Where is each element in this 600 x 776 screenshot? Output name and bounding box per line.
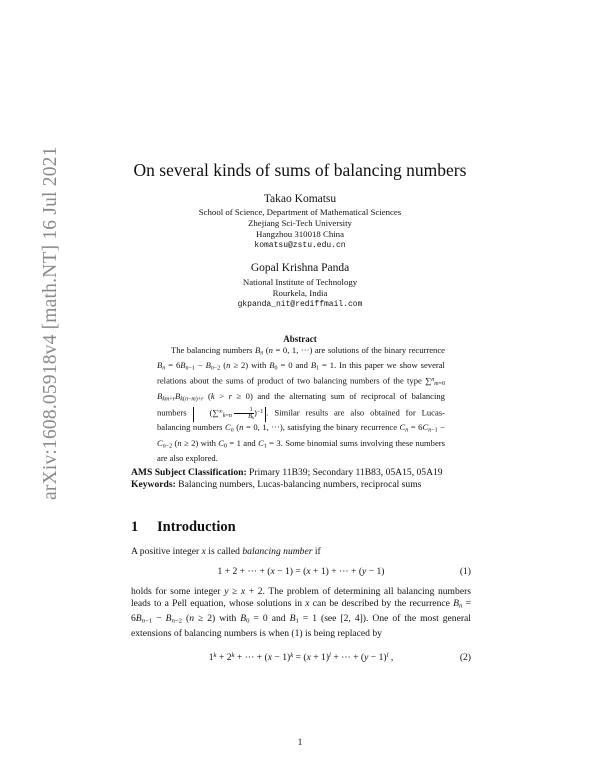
ams-classification: AMS Subject Classification: Primary 11B39; Secondary 11B83, 05A15, 05A19 <box>131 467 443 478</box>
abstract-body: The balancing numbers $B_n$ (n = 0, 1, ···) are solutions of the binary recurrence $B_n = 6B_{n-1} - B_{n-2}$ (n ≥ 2) with $B_0 = 0$ and $B_1 = 1$. In this paper we show several relations about the sums of product of two balancing numbers of the type ∑$^n_{m=0}$ $B_{km+r}B_{k(n-m)+r}$ (k > r ≥ 0) and the alternating sum of reciprocal of balancing numbers ($\sum^\infty_{k=n}$ $\frac{1}{B_k}$ )$^{-1}$ . Similar results are also obtained for Lucas-balancing numbers $C_n$ (n = 0, 1, ···), satisfying the binary recurrence $C_n = 6C_{n-1} - C_{n-2}$ (n ≥ 2) with $C_0 = 1$ and $C_1 = 3$. Some binomial sums involving these numbers are also explored. <box>157 345 445 463</box>
section-title: Introduction <box>157 519 236 535</box>
equation-tag: (2) <box>459 652 471 663</box>
page-number: 1 <box>297 738 303 748</box>
intro-paragraph: A positive integer x is called balancing number if <box>131 546 321 557</box>
intro-paragraph: holds for some integer y ≥ x + 2. The problem of determining all balancing numbers leads to a Pell equation, whose solutions in x can be described by the recurrence $B_n = 6B_{n-1} - B_{n-2}$ (n ≥ 2) with $B_0 = 0$ and $B_1 = 1$ (see [2, 4]). One of the most general extensions of balancing numbers is when (1) is being replaced by <box>131 586 472 640</box>
affiliation-line: Rourkela, India <box>272 288 328 298</box>
author-name: Takao Komatsu <box>263 193 337 205</box>
affiliation-line: Hangzhou 310018 China <box>256 229 344 239</box>
author-name: Gopal Krishna Panda <box>250 262 350 274</box>
affiliation-line: School of Science, Department of Mathematical Sciences <box>198 207 402 217</box>
author-email[interactable]: komatsu@zstu.edu.cn <box>254 241 346 250</box>
section-number: 1 <box>131 519 139 535</box>
affiliation-line: National Institute of Technology <box>242 277 358 287</box>
keywords: Keywords: Balancing numbers, Lucas-balancing numbers, reciprocal sums <box>131 479 422 491</box>
author-email[interactable]: gkpanda_nit@rediffmail.com <box>237 300 363 309</box>
equation-tag: (1) <box>459 566 471 577</box>
classification-block <box>131 467 471 492</box>
paper-title: On several kinds of sums of balancing numbers <box>133 160 467 180</box>
affiliation-line: Zhejiang Sci-Tech University <box>248 218 352 228</box>
author-affiliation <box>0 277 600 310</box>
arxiv-identifier: arXiv:1608.05918v4 [math.NT] 16 Jul 2021 <box>40 146 61 500</box>
author-affiliation <box>0 207 600 251</box>
abstract-heading: Abstract <box>283 334 317 344</box>
section-heading <box>131 519 236 536</box>
